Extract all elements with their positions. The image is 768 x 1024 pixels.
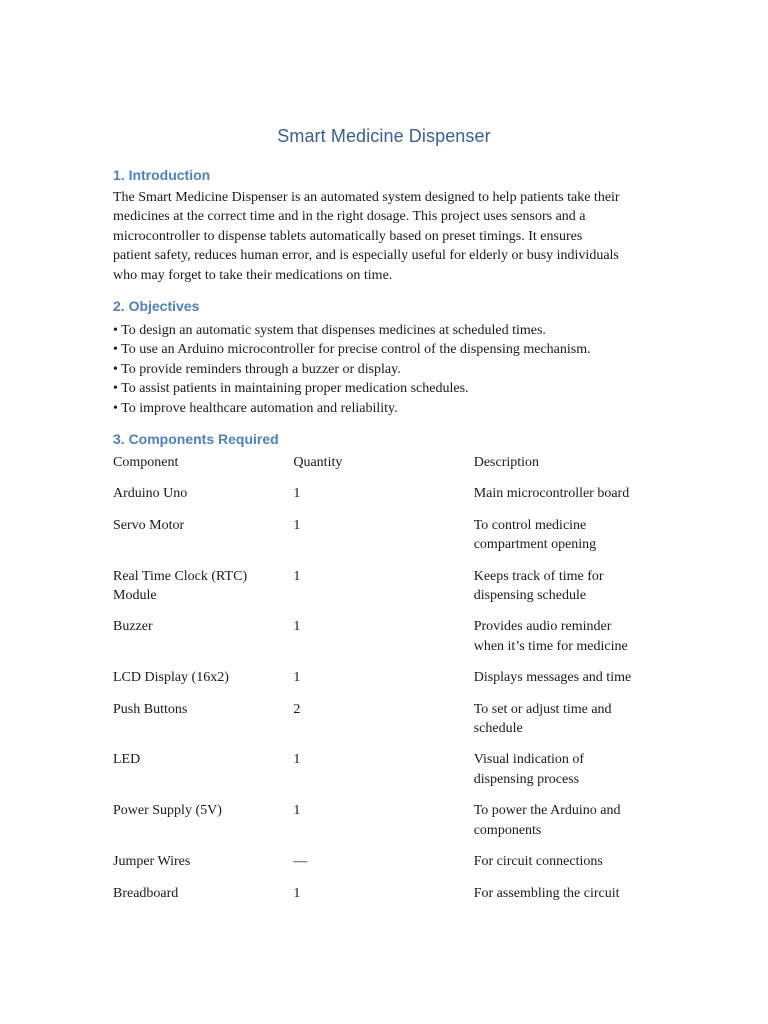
component-name-cell <box>113 567 293 606</box>
component-description-cell <box>474 567 673 606</box>
component-description: To power the Arduino and <box>473 803 621 819</box>
table-row <box>113 750 673 789</box>
component-name-cell <box>113 484 293 503</box>
table-row <box>113 484 673 503</box>
component-description: compartment opening <box>473 537 597 553</box>
introduction-line: The Smart Medicine Dispenser is an automated system designed to help patients take their <box>113 190 620 205</box>
component-name: Servo Motor <box>113 517 185 533</box>
component-quantity: — <box>293 854 308 870</box>
component-description: components <box>473 822 542 838</box>
component-description: Provides audio reminder <box>473 619 612 635</box>
table-row <box>113 668 673 687</box>
objective-item: • To provide reminders through a buzzer or display. <box>113 361 401 377</box>
component-quantity: 1 <box>293 752 301 768</box>
component-quantity: 1 <box>293 885 301 901</box>
component-description: To set or adjust time and <box>473 701 612 717</box>
objectives-list <box>113 321 673 418</box>
component-description-cell <box>474 516 673 555</box>
component-description: Displays messages and time <box>473 670 632 686</box>
component-quantity: 1 <box>293 517 301 533</box>
introduction-line: microcontroller to dispense tablets automatically based on preset timings. It ensures <box>113 228 583 244</box>
component-description-cell <box>474 801 673 840</box>
objective-item: • To design an automatic system that dispenses medicines at scheduled times. <box>113 323 546 338</box>
table-row <box>113 617 673 656</box>
component-name: LCD Display (16x2) <box>113 670 229 686</box>
component-quantity: 1 <box>293 486 301 502</box>
introduction-line: who may forget to take their medications on time. <box>113 267 393 283</box>
component-name: Breadboard <box>113 885 179 901</box>
column-header: Description <box>473 455 540 470</box>
component-description-cell <box>474 668 673 687</box>
component-description: when it’s time for medicine <box>473 638 628 654</box>
component-description: For circuit connections <box>473 854 603 870</box>
introduction-line: medicines at the correct time and in the right dosage. This project uses sensors and a <box>113 209 586 225</box>
component-name-cell <box>113 617 293 656</box>
component-description: For assembling the circuit <box>473 885 620 901</box>
component-name: LED <box>113 752 141 768</box>
component-name-cell <box>113 801 293 840</box>
objectives-heading: 2. Objectives <box>113 298 200 314</box>
component-description-cell <box>474 852 673 871</box>
table-row <box>113 516 673 555</box>
component-name-cell <box>113 750 293 789</box>
component-quantity: 1 <box>293 619 301 635</box>
components-table <box>113 453 673 915</box>
component-description-cell <box>474 700 673 739</box>
component-description-cell <box>474 617 673 656</box>
component-description: Visual indication of <box>473 752 585 768</box>
introduction-paragraph <box>113 188 658 285</box>
component-description: schedule <box>473 721 523 737</box>
component-name: Jumper Wires <box>113 854 191 870</box>
component-name: Real Time Clock (RTC) <box>113 568 248 584</box>
component-description: dispensing process <box>473 771 580 787</box>
component-description: dispensing schedule <box>473 588 587 604</box>
column-header: Component <box>113 455 179 470</box>
objective-item: • To improve healthcare automation and reliability. <box>113 400 398 416</box>
component-quantity: 1 <box>293 803 301 819</box>
component-name-cell <box>113 852 293 871</box>
page-title: Smart Medicine Dispenser <box>277 126 491 146</box>
component-description: Main microcontroller board <box>473 486 630 502</box>
objective-item: • To use an Arduino microcontroller for precise control of the dispensing mechanism. <box>113 342 591 358</box>
component-name-cell <box>113 516 293 555</box>
component-name: Module <box>113 588 157 604</box>
introduction-heading: 1. Introduction <box>113 167 211 183</box>
component-description: To control medicine <box>473 517 587 533</box>
component-name: Push Buttons <box>113 701 188 717</box>
introduction-line: patient safety, reduces human error, and is especially useful for elderly or busy individuals <box>113 248 619 264</box>
table-row <box>113 700 673 739</box>
component-quantity: 1 <box>293 670 301 686</box>
table-row <box>113 884 673 903</box>
objective-item: • To assist patients in maintaining proper medication schedules. <box>113 381 469 397</box>
component-name-cell <box>113 700 293 739</box>
component-quantity: 1 <box>293 568 301 584</box>
component-name: Arduino Uno <box>113 486 188 502</box>
table-row <box>113 852 673 871</box>
table-header-row <box>113 453 673 472</box>
component-description: Keeps track of time for <box>473 568 604 584</box>
component-description-cell <box>474 750 673 789</box>
component-name: Power Supply (5V) <box>113 803 222 819</box>
component-name-cell <box>113 884 293 903</box>
component-description-cell <box>474 884 673 903</box>
table-row <box>113 801 673 840</box>
table-row <box>113 567 673 606</box>
component-description-cell <box>474 484 673 503</box>
component-quantity: 2 <box>293 701 301 717</box>
column-header: Quantity <box>293 455 343 470</box>
component-name-cell <box>113 668 293 687</box>
components-heading: 3. Components Required <box>113 431 279 447</box>
component-name: Buzzer <box>113 619 153 635</box>
